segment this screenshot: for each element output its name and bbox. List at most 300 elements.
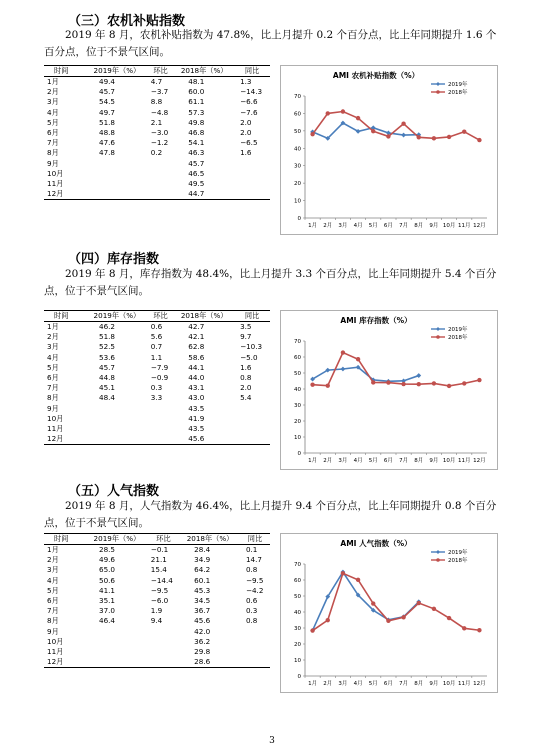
table-cell [147,189,174,200]
table-cell: 41.1 [99,585,116,595]
table-cell: 7月 [47,138,59,148]
table-cell: 2.0 [240,128,252,138]
table-cell: 41.9 [188,413,205,423]
table-cell: 34.5 [194,596,211,606]
table-cell [87,169,147,179]
y-tick-label: 20 [294,419,301,425]
section-heading-popularity: （五）人气指数 [68,484,160,499]
table-cell: −5.0 [240,352,258,362]
table-cell [147,414,174,424]
table-cell: 9月 [47,626,59,636]
table-cell: 57.3 [188,107,205,117]
legend-marker [436,90,440,94]
table-cell: 43.0 [188,393,205,403]
data-point [401,615,405,619]
table-cell [87,414,147,424]
table-row [44,555,270,565]
table-cell [147,657,180,668]
data-point [477,138,481,142]
table-cell: −14.4 [150,575,173,585]
table-cell: 62.8 [188,342,205,352]
table-cell: −6.5 [240,138,258,148]
data-point [386,380,390,384]
section-heading-inventory: （四）库存指数 [68,252,160,267]
section-heading-subsidy: （三）农机补贴指数 [68,14,186,29]
y-tick-label: 20 [294,642,301,648]
legend-label: 2018年 [448,90,468,96]
table-row [44,616,270,626]
legend-label: 2019年 [448,550,468,556]
data-point [356,578,360,582]
table-cell: 46.5 [188,168,205,178]
table-cell [240,647,270,657]
y-tick-label: 10 [294,658,301,664]
table-cell: 53.6 [99,352,116,362]
table-cell: 42.1 [188,332,205,342]
table-cell: 43.5 [188,403,205,413]
table-row [44,596,270,606]
x-tick-label: 5月 [368,681,378,687]
table-row [44,332,270,342]
table-cell: 28.6 [180,657,240,668]
table-cell: 54.1 [188,138,205,148]
table-cell: 65.0 [99,565,116,575]
x-tick-label: 4月 [353,223,363,229]
table-cell: 8月 [47,393,59,403]
table-cell: −4.2 [245,585,264,595]
table-cell: 3月 [47,342,59,352]
table-subsidy [44,65,270,200]
x-tick-label: 8月 [414,458,424,464]
table-cell: 8月 [47,616,59,626]
table-cell [147,434,174,445]
table-header-cell: 同比 [240,534,270,545]
table-cell: 11月 [47,423,64,433]
table-cell: 60.1 [194,575,211,585]
table-cell: 1.9 [150,606,163,616]
data-point [432,136,436,140]
table-cell: 11月 [47,646,64,656]
legend-marker [436,82,440,86]
table-cell [147,424,174,434]
table-cell [234,414,270,424]
table-cell: 49.5 [188,178,205,188]
y-tick-label: 70 [294,562,301,568]
table-cell [87,159,147,169]
table-cell: −14.3 [240,87,263,97]
table-cell [147,404,174,414]
table-cell: 0.6 [245,596,258,606]
x-tick-label: 3月 [338,458,348,464]
table-cell: 4月 [47,575,59,585]
table-cell: −0.1 [150,545,169,555]
table-row [44,586,270,596]
y-tick-label: 50 [294,594,301,600]
table-cell [147,627,180,637]
legend-marker [436,558,440,562]
table-cell: −6.0 [150,596,169,606]
table-cell: 6月 [47,128,59,138]
table-row [44,77,270,88]
table-cell: −6.6 [240,97,258,107]
table-cell: 4月 [47,352,59,362]
table-cell: 14.7 [245,555,262,565]
table-cell: 8月 [47,148,59,158]
legend-marker [436,327,440,331]
table-cell: 7月 [47,383,59,393]
table-cell: 42.0 [194,626,211,636]
table-row [44,637,270,647]
table-cell: 4月 [47,107,59,117]
table-cell: 2.0 [240,383,252,393]
x-tick-label: 9月 [429,458,439,464]
table-cell: 45.7 [99,87,116,97]
x-tick-label: 9月 [429,681,439,687]
table-cell [87,657,147,668]
table-header-cell: 时间 [44,311,87,322]
table-row [44,118,270,128]
table-row [44,434,270,445]
table-cell: 36.2 [194,636,211,646]
table-cell: 6月 [47,596,59,606]
y-tick-label: 0 [297,451,301,457]
table-row [44,128,270,138]
table-cell: 5月 [47,117,59,127]
table-row [44,108,270,118]
table-cell: 43.1 [188,383,205,393]
table-cell: 45.6 [194,616,211,626]
data-point [326,383,330,387]
table-cell: 45.7 [188,158,205,168]
y-tick-label: 30 [294,163,301,170]
data-point [417,382,421,386]
table-cell: 9月 [47,158,59,168]
table-cell: 0.8 [245,616,258,626]
table-cell: 1月 [47,322,59,332]
table-cell: −9.5 [245,575,264,585]
data-point [462,626,466,630]
table-cell: 44.1 [188,362,205,372]
table-cell: 1.6 [240,362,252,372]
table-cell: 49.7 [99,107,116,117]
table-cell: 15.4 [150,565,167,575]
y-tick-label: 60 [294,578,301,584]
data-point [341,571,345,575]
table-cell [87,637,147,647]
x-tick-label: 3月 [338,223,348,229]
x-tick-label: 12月 [473,458,486,464]
y-tick-label: 0 [297,674,301,680]
table-row [44,373,270,383]
table-cell [87,627,147,637]
data-point [341,109,345,113]
table-cell: 60.0 [188,87,205,97]
x-tick-label: 10月 [442,223,456,229]
table-header-cell: 时间 [44,534,87,545]
table-cell [234,189,270,200]
table-row [44,363,270,373]
table-cell: 0.1 [245,545,258,555]
table-cell: 11月 [47,178,64,188]
data-point [432,607,436,611]
table-cell: 44.0 [188,373,205,383]
chart-inventory [280,310,498,470]
data-point [371,380,375,384]
y-tick-label: 10 [294,435,301,441]
table-cell: 51.8 [99,117,116,127]
x-tick-label: 2月 [323,223,333,229]
data-point [326,618,330,622]
x-tick-label: 6月 [383,223,393,229]
chart-svg [281,311,497,469]
data-point [432,381,436,385]
table-cell: 5.6 [150,332,163,342]
table-cell: 48.1 [188,77,205,87]
table-cell [234,169,270,179]
table-cell: 35.1 [99,596,116,606]
table-cell: 7月 [47,606,59,616]
table-cell [147,637,180,647]
y-tick-label: 40 [294,146,301,153]
table-header-cell: 2018年（%） [174,66,234,77]
data-point [401,122,405,126]
table-row [44,627,270,637]
table-cell: 1.6 [240,148,252,158]
x-tick-label: 10月 [442,681,456,687]
table-cell: −10.3 [240,342,263,352]
table-header-cell: 2019年（%） [87,66,147,77]
chart-subsidy [280,65,498,235]
table-header-cell: 同比 [234,311,270,322]
data-point [386,134,390,138]
table-inventory [44,310,270,445]
table-cell: 45.3 [194,585,211,595]
table-header-cell: 环比 [147,534,180,545]
data-point [401,382,405,386]
y-tick-label: 40 [294,387,301,393]
chart-title: AMI 人气指数（%） [340,539,412,548]
table-cell: 58.6 [188,352,205,362]
x-tick-label: 2月 [323,458,333,464]
x-tick-label: 10月 [442,458,456,464]
data-point [447,384,451,388]
x-tick-label: 3月 [338,681,348,687]
table-cell: 52.5 [99,342,116,352]
x-tick-label: 9月 [429,223,439,229]
table-row [44,179,270,189]
table-cell: 45.1 [99,383,116,393]
table-cell: 1.3 [240,77,252,87]
y-tick-label: 50 [294,128,301,135]
data-point [310,628,314,632]
table-row [44,404,270,414]
table-header-row [44,534,270,545]
x-tick-label: 12月 [473,223,486,229]
x-tick-label: 11月 [458,223,471,229]
x-tick-label: 6月 [383,681,393,687]
table-cell: 3.5 [240,322,252,332]
x-tick-label: 7月 [399,458,409,464]
table-row [44,424,270,434]
chart-popularity [280,533,498,693]
table-cell: −1.2 [150,138,169,148]
table-cell: 0.2 [150,148,163,158]
series-line-2018 [313,112,480,141]
table-cell [234,424,270,434]
table-cell: 9月 [47,403,59,413]
section-paragraph-inventory [44,266,504,300]
data-point [462,130,466,134]
x-tick-label: 11月 [458,458,471,464]
table-cell: 46.2 [99,322,116,332]
paragraph-text: 2019 年 8 月，库存指数为 48.4%，比上月提升 3.3 个百分点，比上年同期提升 5.4 个百分点，位于不景气区间。 [44,268,497,297]
data-point [447,135,451,139]
table-cell: 21.1 [150,555,167,565]
x-tick-label: 8月 [414,223,424,229]
page-number: 3 [269,736,275,746]
table-row [44,414,270,424]
table-row [44,353,270,363]
table-cell: 10月 [47,636,64,646]
chart-svg [281,534,497,692]
section-paragraph-subsidy [44,27,504,61]
table-cell: −4.8 [150,107,169,117]
table-cell: 43.5 [188,423,205,433]
table-cell: 5月 [47,362,59,372]
table-cell [234,159,270,169]
x-tick-label: 5月 [368,223,378,229]
y-tick-label: 60 [294,111,301,118]
y-tick-label: 20 [294,181,301,188]
x-tick-label: 1月 [308,458,318,464]
table-cell: 47.8 [99,148,116,158]
table-cell: 2.1 [150,117,163,127]
table-row [44,189,270,200]
data-point [401,133,406,138]
table-cell: 42.7 [188,322,205,332]
table-cell [147,179,174,189]
table-cell [234,404,270,414]
table-cell: 49.4 [99,77,116,87]
table-cell: 3月 [47,97,59,107]
x-tick-label: 5月 [368,458,378,464]
table-row [44,393,270,403]
paragraph-text: 2019 年 8 月，农机补贴指数为 47.8%，比上月提升 0.2 个百分点，比上年同期提升 1.6 个百分点，位于不景气区间。 [44,29,497,58]
table-cell [87,424,147,434]
table-cell: −3.7 [150,87,169,97]
table-cell: 10月 [47,168,64,178]
table-row [44,159,270,169]
chart-title: AMI 库存指数（%） [340,316,412,325]
table-cell: 0.7 [150,342,163,352]
table-cell: 12月 [44,434,87,445]
table-cell: −9.5 [150,585,169,595]
table-cell: 49.8 [188,117,205,127]
table-header-cell: 同比 [234,66,270,77]
table-cell: 0.3 [150,383,163,393]
table-cell: 0.8 [240,373,252,383]
chart-title: AMI 农机补贴指数（%） [332,71,420,80]
section-paragraph-popularity [44,498,504,532]
table-header-cell: 2019年（%） [87,534,147,545]
table-cell: 12月 [44,189,87,200]
table-cell [147,159,174,169]
data-point [341,350,345,354]
table-cell: 1月 [47,77,59,87]
table-cell: 9.7 [240,332,252,342]
y-tick-label: 10 [294,198,301,205]
y-tick-label: 40 [294,610,301,616]
x-tick-label: 4月 [353,458,363,464]
table-cell [147,647,180,657]
table-cell: 3月 [47,565,59,575]
table-cell: 4.7 [150,77,163,87]
table-cell: 44.8 [99,373,116,383]
data-point [310,132,314,136]
table-cell: −3.0 [150,128,169,138]
data-point [310,382,314,386]
y-tick-label: 30 [294,403,301,409]
data-point [417,601,421,605]
x-tick-label: 8月 [414,681,424,687]
table-row [44,87,270,97]
table-cell [87,189,147,200]
table-cell: 46.8 [188,128,205,138]
table-cell [234,179,270,189]
table-popularity [44,533,270,668]
y-tick-label: 50 [294,371,301,377]
table-cell: 47.6 [99,138,116,148]
table-cell: 5.4 [240,393,252,403]
table-row [44,322,270,333]
x-tick-label: 4月 [353,681,363,687]
table-cell: 2.0 [240,117,252,127]
data-point [447,616,451,620]
table-cell: 46.3 [188,148,205,158]
data-point [462,381,466,385]
table-row [44,138,270,148]
table-cell: 48.4 [99,393,116,403]
table-cell: 48.8 [99,128,116,138]
table-row [44,383,270,393]
table-cell: 1月 [47,545,59,555]
table-cell: 0.3 [245,606,258,616]
x-tick-label: 7月 [399,681,409,687]
x-tick-label: 1月 [308,223,318,229]
table-cell: 0.6 [150,322,163,332]
table-cell [240,627,270,637]
x-tick-label: 2月 [323,681,333,687]
table-cell: 51.8 [99,332,116,342]
table-cell: 44.7 [174,189,234,200]
table-row [44,342,270,352]
data-point [417,135,421,139]
x-tick-label: 12月 [473,681,486,687]
data-point [477,378,481,382]
table-header-cell: 2018年（%） [174,311,234,322]
table-cell: 3.3 [150,393,163,403]
table-cell: 28.5 [99,545,116,555]
legend-label: 2019年 [448,82,468,88]
table-cell [240,657,270,668]
y-tick-label: 30 [294,626,301,632]
y-tick-label: 70 [294,94,301,100]
table-row [44,657,270,668]
table-cell: 2月 [47,332,59,342]
data-point [341,367,346,372]
table-cell: −7.9 [150,362,169,372]
table-cell: 45.6 [174,434,234,445]
